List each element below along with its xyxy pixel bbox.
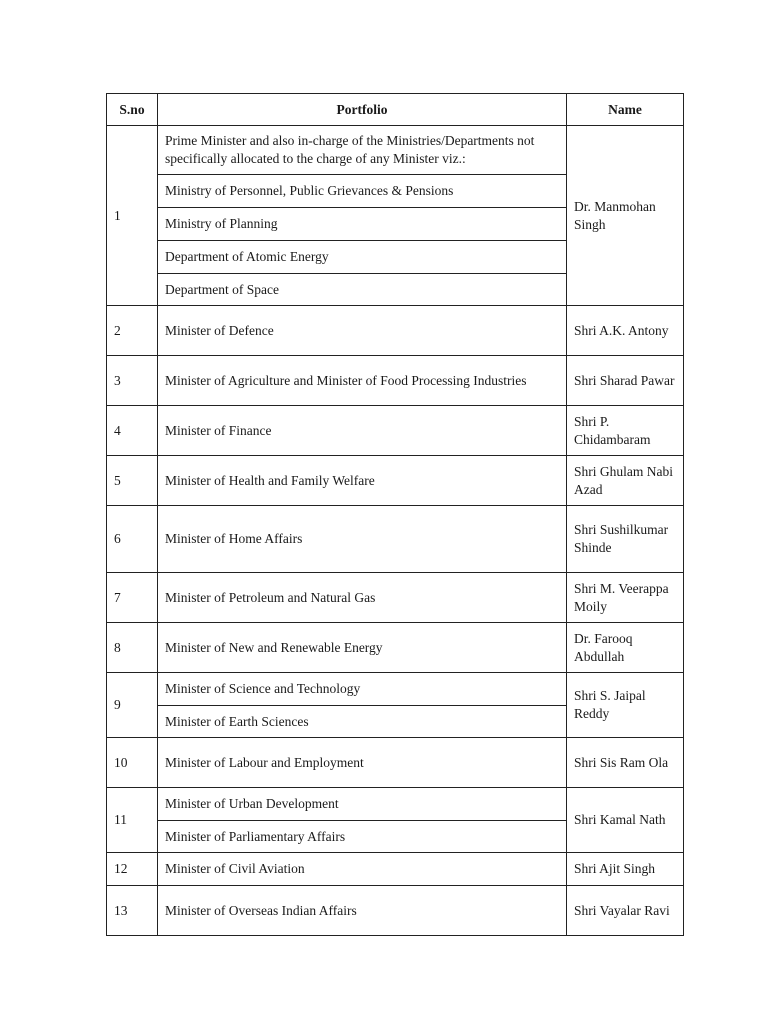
table-row: [107, 573, 684, 623]
ministers-table: [106, 93, 684, 936]
portfolio-cell: Minister of Labour and Employment: [158, 738, 567, 788]
portfolio-cell: Prime Minister and also in-charge of the Ministries/Departments not specifically allocated to the charge of any Minister viz.:: [158, 126, 567, 175]
sno-cell: 10: [107, 738, 158, 788]
sno-cell: 7: [107, 573, 158, 623]
table-row: [107, 456, 684, 506]
name-cell: Shri Sis Ram Ola: [567, 738, 684, 788]
name-cell: Shri Ghulam Nabi Azad: [567, 456, 684, 506]
portfolio-cell: Department of Atomic Energy: [158, 241, 567, 274]
portfolio-cell: Minister of Urban Development: [158, 788, 567, 821]
name-cell: Shri Sharad Pawar: [567, 356, 684, 406]
header-row: [107, 94, 684, 126]
portfolio-cell: Department of Space: [158, 274, 567, 306]
portfolio-cell: Minister of Earth Sciences: [158, 706, 567, 738]
sno-cell: 9: [107, 673, 158, 738]
header-name: Name: [567, 94, 684, 126]
table-row: [107, 406, 684, 456]
table-row: [107, 673, 684, 706]
sno-cell: 1: [107, 126, 158, 306]
sno-cell: 12: [107, 853, 158, 886]
portfolio-cell: Minister of Finance: [158, 406, 567, 456]
name-cell: Shri Kamal Nath: [567, 788, 684, 853]
sno-cell: 11: [107, 788, 158, 853]
name-cell: Shri P. Chidambaram: [567, 406, 684, 456]
portfolio-cell: Minister of Home Affairs: [158, 506, 567, 573]
table-row: [107, 886, 684, 936]
portfolio-cell: Minister of Defence: [158, 306, 567, 356]
table-row: [107, 738, 684, 788]
name-cell: Shri S. Jaipal Reddy: [567, 673, 684, 738]
sno-cell: 4: [107, 406, 158, 456]
table-row: [107, 356, 684, 406]
name-cell: Dr. Manmohan Singh: [567, 126, 684, 306]
portfolio-cell: Minister of Petroleum and Natural Gas: [158, 573, 567, 623]
name-cell: Shri Sushilkumar Shinde: [567, 506, 684, 573]
name-cell: Dr. Farooq Abdullah: [567, 623, 684, 673]
sno-cell: 2: [107, 306, 158, 356]
portfolio-cell: Ministry of Planning: [158, 208, 567, 241]
name-cell: Shri Vayalar Ravi: [567, 886, 684, 936]
name-cell: Shri A.K. Antony: [567, 306, 684, 356]
table-row: [107, 306, 684, 356]
table-row: [107, 126, 684, 175]
portfolio-cell: Minister of New and Renewable Energy: [158, 623, 567, 673]
sno-cell: 3: [107, 356, 158, 406]
name-cell: Shri M. Veerappa Moily: [567, 573, 684, 623]
portfolio-cell: Minister of Parliamentary Affairs: [158, 821, 567, 853]
table-row: [107, 788, 684, 821]
table-row: [107, 506, 684, 573]
name-cell: Shri Ajit Singh: [567, 853, 684, 886]
sno-cell: 8: [107, 623, 158, 673]
portfolio-cell: Minister of Health and Family Welfare: [158, 456, 567, 506]
header-portfolio: Portfolio: [158, 94, 567, 126]
portfolio-cell: Minister of Agriculture and Minister of Food Processing Industries: [158, 356, 567, 406]
portfolio-cell: Minister of Overseas Indian Affairs: [158, 886, 567, 936]
portfolio-cell: Ministry of Personnel, Public Grievances & Pensions: [158, 175, 567, 208]
sno-cell: 6: [107, 506, 158, 573]
sno-cell: 13: [107, 886, 158, 936]
table-row: [107, 853, 684, 886]
header-sno: S.no: [107, 94, 158, 126]
sno-cell: 5: [107, 456, 158, 506]
table-row: [107, 623, 684, 673]
portfolio-cell: Minister of Science and Technology: [158, 673, 567, 706]
portfolio-cell: Minister of Civil Aviation: [158, 853, 567, 886]
